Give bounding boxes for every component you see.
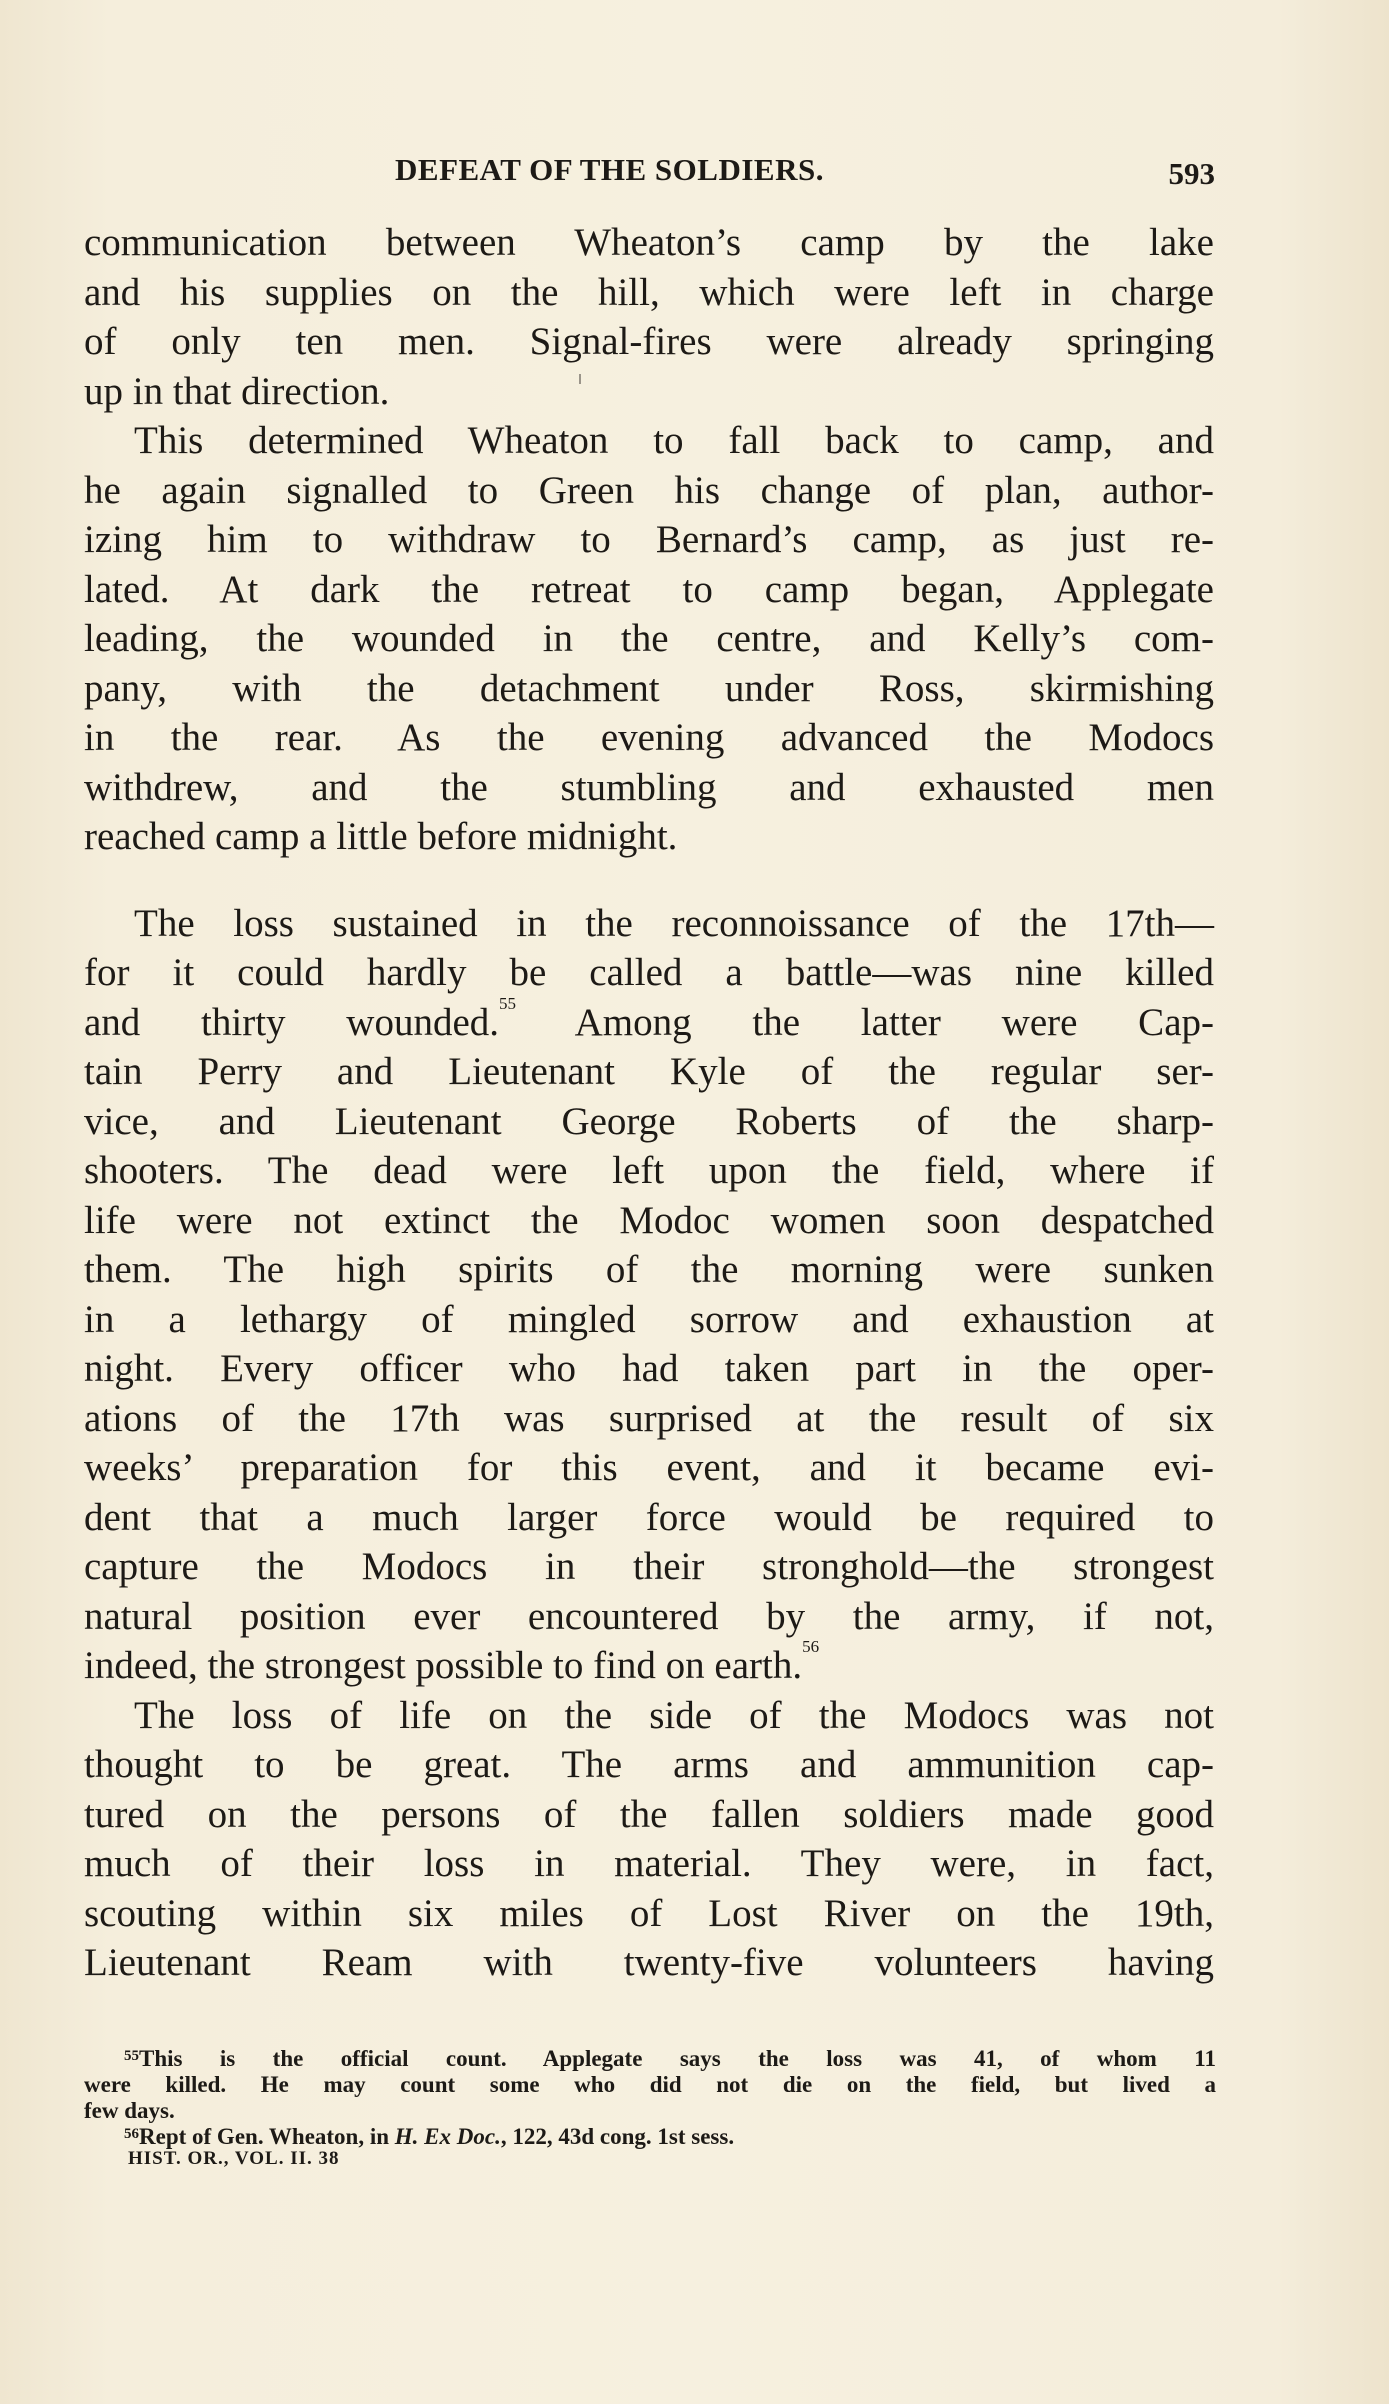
text-line — [84, 993, 1214, 1048]
text-line: dent that a much larger force would be required to — [84, 1495, 1214, 1539]
text-line: izing him to withdraw to Bernard’s camp, as just re- — [84, 518, 1214, 561]
text-line: reached camp a little before midnight. — [84, 815, 678, 858]
footnote-citation-italic: H. Ex Doc. — [394, 2124, 501, 2149]
text-line: in the rear. As the evening advanced the Modocs — [84, 716, 1214, 759]
text-line: night. Every officer who had taken part in the oper- — [84, 1347, 1214, 1390]
footnote-ref-56[interactable]: 56 — [802, 1637, 820, 1656]
text-line: vice, and Lieutenant George Roberts of the sharp- — [84, 1099, 1214, 1143]
text-line: pany, with the detachment under Ross, skirmishing — [84, 666, 1214, 710]
body-text — [84, 218, 1214, 1988]
text-line: This determined Wheaton to fall back to camp, and — [134, 419, 1214, 462]
text-line: he again signalled to Green his change of plan, author- — [84, 468, 1214, 512]
signature-mark: HIST. OR., VOL. II. 38 — [128, 2148, 340, 2169]
text-line: and his supplies on the hill, which were left in charge — [84, 270, 1214, 314]
text-line: much of their loss in material. They were, in fact, — [84, 1842, 1214, 1885]
section-gap — [84, 862, 1214, 899]
text-line: communication between Wheaton’s camp by the lake — [84, 221, 1214, 264]
text-fragment: indeed, the strongest possible to find on earth. — [84, 1644, 803, 1687]
text-line: for it could hardly be called a battle—was nine killed — [84, 951, 1214, 994]
text-line: Lieutenant Ream with twenty-five volunteers having — [84, 1941, 1214, 1984]
text-fragment: and thirty wounded. — [84, 1000, 500, 1044]
footnote-55 — [84, 2046, 1216, 2072]
page-number: 593 — [1168, 156, 1215, 191]
footnote-56 — [84, 2124, 1216, 2150]
text-line: ations of the 17th was surprised at the result of six — [84, 1396, 1214, 1440]
footnote-line: were killed. He may count some who did not die on the field, but lived a — [84, 2072, 1216, 2097]
footnote-text: Rept of Gen. Wheaton, in — [139, 2124, 395, 2149]
text-fragment: Among the latter were Cap- — [516, 1000, 1214, 1044]
running-title: DEFEAT OF THE SOLDIERS. — [395, 152, 824, 187]
text-line: life were not extinct the Modoc women soon despatched — [84, 1198, 1214, 1242]
text-line: capture the Modocs in their stronghold—the strongest — [84, 1545, 1214, 1588]
text-line: in a lethargy of mingled sorrow and exhaustion at — [84, 1297, 1214, 1341]
text-line: up in that direction. — [84, 369, 390, 413]
text-line: weeks’ preparation for this event, and it became evi- — [84, 1446, 1214, 1489]
text-line: scouting within six miles of Lost River on the 19th, — [84, 1891, 1214, 1935]
footnote-text: , 122, 43d cong. 1st sess. — [500, 2124, 735, 2149]
text-line: thought to be great. The arms and ammunition cap- — [84, 1743, 1214, 1786]
text-line: of only ten men. Signal-fires were already springing — [84, 320, 1214, 363]
text-line: The loss of life on the side of the Modocs was not — [134, 1693, 1214, 1737]
running-head — [395, 152, 1215, 192]
text-line: natural position ever encountered by the army, if not, — [84, 1594, 1214, 1638]
footnote-line: few days. — [84, 2098, 175, 2123]
text-line: leading, the wounded in the centre, and Kelly’s com- — [84, 617, 1214, 660]
text-line: tain Perry and Lieutenant Kyle of the regular ser- — [84, 1050, 1214, 1093]
text-line: them. The high spirits of the morning were sunken — [84, 1248, 1214, 1291]
footnote-text: This is the official count. Applegate says the loss was 41, of whom 11 — [139, 2046, 1216, 2071]
text-line: The loss sustained in the reconnoissance of the 17th— — [134, 901, 1214, 945]
text-line: lated. At dark the retreat to camp began, Applegate — [84, 567, 1214, 611]
text-line: tured on the persons of the fallen soldiers made good — [84, 1792, 1214, 1836]
text-line: shooters. The dead were left upon the field, where if — [84, 1149, 1214, 1192]
text-line — [84, 1637, 1214, 1691]
footnote-number: 56 — [124, 2126, 139, 2142]
footnote-ref-55[interactable]: 55 — [499, 993, 517, 1013]
footnote-number: 55 — [124, 2048, 139, 2064]
text-line: withdrew, and the stumbling and exhausted men — [84, 765, 1214, 809]
footnotes — [84, 2046, 1216, 2150]
